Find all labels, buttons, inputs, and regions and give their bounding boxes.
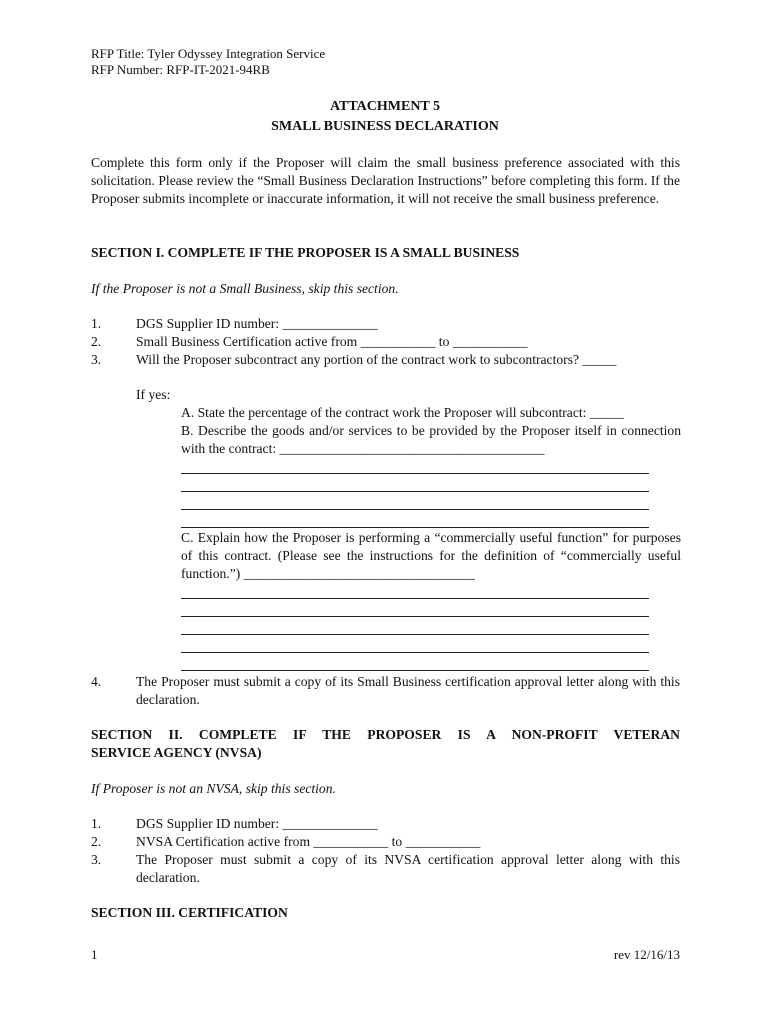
s2-item1-number: 1.: [91, 816, 102, 831]
subitem-c: C. Explain how the Proposer is performing a “commercially useful function” for purposes of this contract. (Please see the instructions for the definition of “commercially useful function.”) __________________________________: [181, 530, 681, 581]
section1-skip-note: If the Proposer is not a Small Business, skip this section.: [91, 281, 399, 296]
s1-item4-text: The Proposer must submit a copy of its Small Business certification approval letter along with this declaration.: [136, 674, 680, 707]
s2-item2-number: 2.: [91, 834, 102, 849]
s1-item4-number: 4.: [91, 674, 102, 689]
s2-item1-text: DGS Supplier ID number: ______________: [136, 816, 378, 831]
subitem-b: B. Describe the goods and/or services to be provided by the Proposer itself in connection with the contract: _______________________________________: [181, 423, 681, 456]
revision-date: rev 12/16/13: [613, 947, 680, 962]
answer-line: [181, 598, 649, 599]
s1-item3-text: Will the Proposer subcontract any portion of the contract work to subcontractors? _____: [136, 352, 617, 367]
section2-heading-line1: SECTION II. COMPLETE IF THE PROPOSER IS A NON-PROFIT VETERAN: [91, 727, 680, 742]
page-number: 1: [91, 947, 98, 962]
answer-line: [181, 491, 649, 492]
s1-item3-number: 3.: [91, 352, 102, 367]
header: [91, 46, 325, 78]
s1-item1-text: DGS Supplier ID number: ______________: [136, 316, 378, 331]
section3-heading: SECTION III. CERTIFICATION: [91, 905, 288, 920]
section2-heading-line2: SERVICE AGENCY (NVSA): [91, 745, 262, 760]
s1-item1-number: 1.: [91, 316, 102, 331]
intro-paragraph: Complete this form only if the Proposer will claim the small business preference associated with this solicitation. Please review the “Small Business Declaration Instructions” before completing this form. If the Proposer submits incomplete or inaccurate information, it will not receive the small business preference.: [91, 155, 680, 206]
section1-heading: SECTION I. COMPLETE IF THE PROPOSER IS A SMALL BUSINESS: [91, 245, 520, 260]
answer-line: [181, 527, 649, 528]
answer-line: [181, 509, 649, 510]
s1-item2-number: 2.: [91, 334, 102, 349]
subitem-a: A. State the percentage of the contract work the Proposer will subcontract: _____: [181, 405, 624, 420]
s2-item2-text: NVSA Certification active from ___________ to ___________: [136, 834, 481, 849]
answer-line: [181, 652, 649, 653]
s2-item3-text: The Proposer must submit a copy of its NVSA certification approval letter along with this declaration.: [136, 852, 680, 885]
answer-line: [181, 473, 649, 474]
answer-line: [181, 670, 649, 671]
answer-line: [181, 616, 649, 617]
answer-line: [181, 634, 649, 635]
s1-item2-text: Small Business Certification active from ___________ to ___________: [136, 334, 528, 349]
document-title: SMALL BUSINESS DECLARATION: [271, 119, 499, 134]
if-yes-label: If yes:: [136, 387, 171, 402]
rfp-title: RFP Title: Tyler Odyssey Integration Service: [91, 46, 326, 61]
s2-item3-number: 3.: [91, 852, 102, 867]
attachment-title: ATTACHMENT 5: [329, 99, 441, 114]
section2-skip-note: If Proposer is not an NVSA, skip this section.: [91, 781, 336, 796]
rfp-number: RFP Number: RFP-IT-2021-94RB: [91, 62, 270, 77]
